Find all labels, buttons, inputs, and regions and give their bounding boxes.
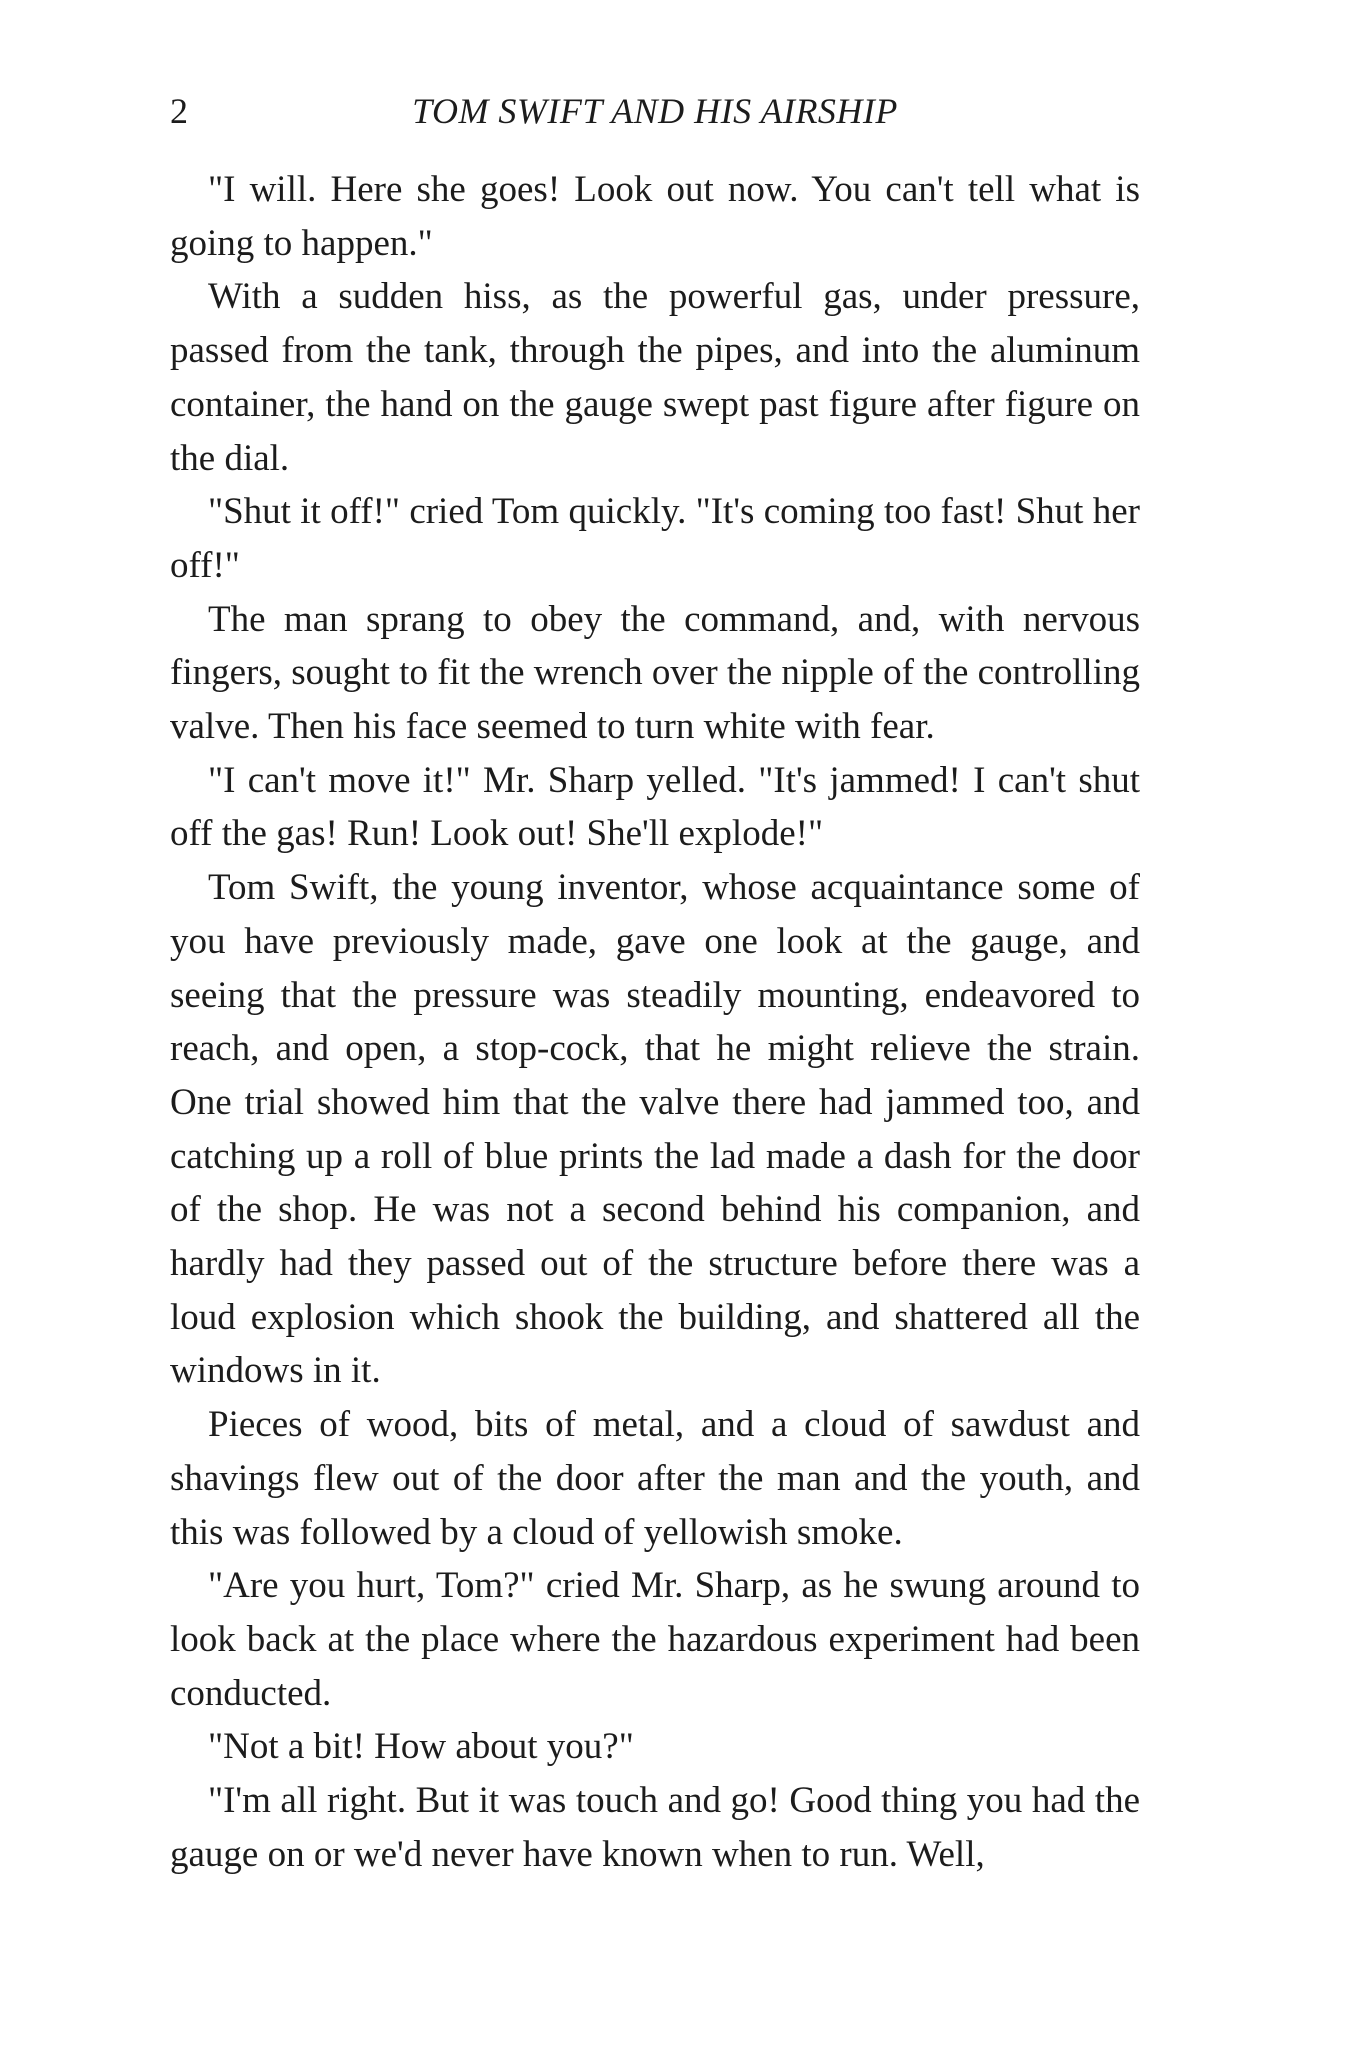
page-number: 2 (170, 91, 188, 131)
paragraph: "Shut it off!" cried Tom quickly. "It's coming too fast! Shut her off!" (170, 491, 1140, 586)
paragraph: The man sprang to obey the command, and, with nervous fingers, sought to fit the wrench over the nipple of the controlling valve. Then his face seemed to turn white with fear. (170, 598, 1140, 748)
paragraph: "Are you hurt, Tom?" cried Mr. Sharp, as he swung around to look back at the place where the hazardous experiment had been conducted. (170, 1565, 1140, 1714)
paragraph: "I'm all right. But it was touch and go! Good thing you had the gauge on or we'd never have known when to run. Well, (170, 1780, 1140, 1875)
paragraph: "I can't move it!" Mr. Sharp yelled. "It's jammed! I can't shut off the gas! Run! Look out! She'll explode!" (170, 759, 1140, 855)
running-head (170, 86, 1140, 136)
book-title: TOM SWIFT AND HIS AIRSHIP (412, 91, 898, 131)
paragraph: Tom Swift, the young inventor, whose acquaintance some of you have previously made, gave one look at the gauge, and seeing that the pressure was steadily mounting, endeavored to reach, and open, a stop-cock, that he might relieve the strain. One trial showed him that the valve there had jammed too, and catching up a roll of blue prints the lad made a dash for the door of the shop. He was not a second behind his companion, and hardly had they passed out of the structure before there was a loud explosion which shook the building, and shattered all the windows in it. (170, 867, 1140, 1392)
paragraph: "I will. Here she goes! Look out now. You can't tell what is going to happen." (170, 169, 1140, 264)
paragraph: "Not a bit! How about you?" (208, 1726, 634, 1768)
paragraph: With a sudden hiss, as the powerful gas, under pressure, passed from the tank, through the pipes, and into the aluminum container, the hand on the gauge swept past figure after figure on the dial. (170, 276, 1140, 479)
body-text (170, 163, 1140, 1882)
paragraph: Pieces of wood, bits of metal, and a cloud of sawdust and shavings flew out of the door after the man and the youth, and this was followed by a cloud of yellowish smoke. (170, 1404, 1140, 1553)
